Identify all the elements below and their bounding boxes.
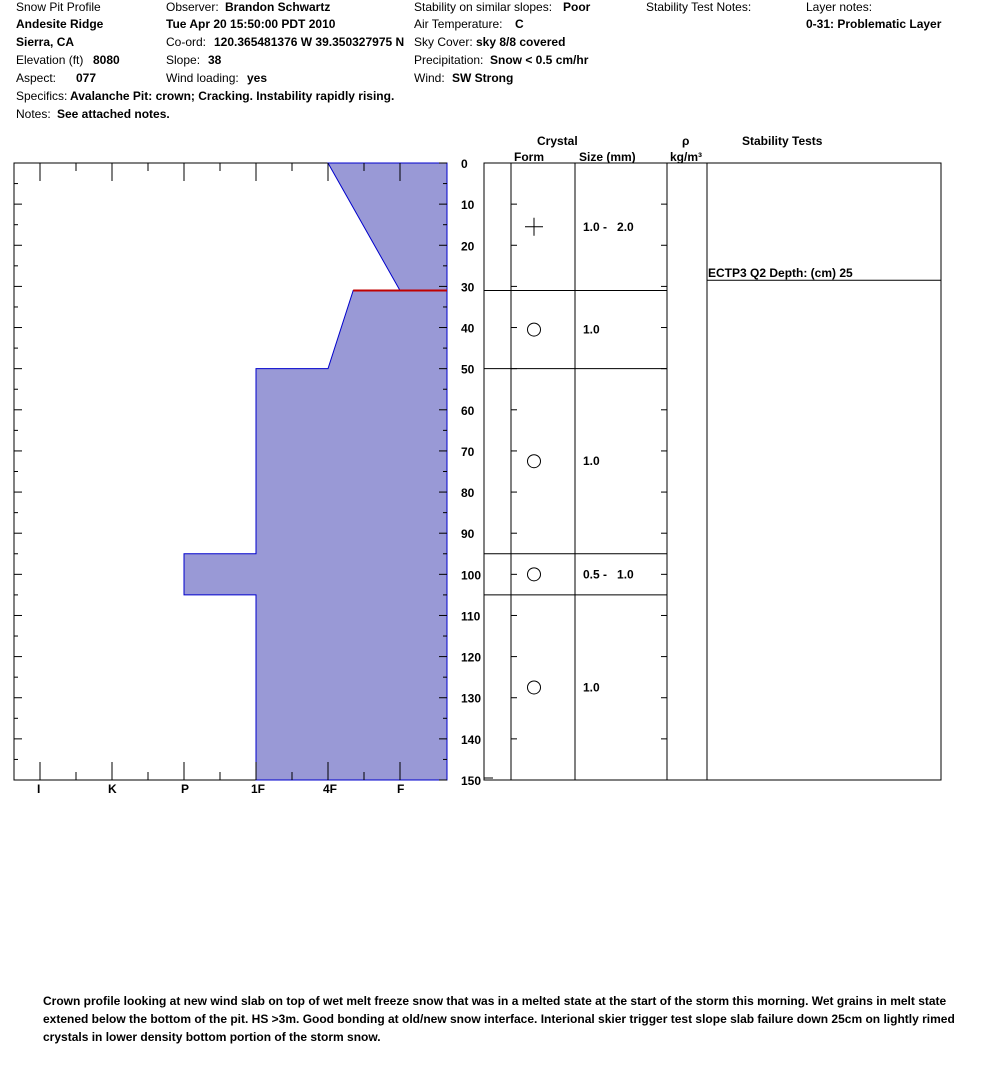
depth-tick-label: 120 xyxy=(461,650,482,665)
crystal-size-label: 1.0 xyxy=(583,680,600,695)
page-title: Snow Pit Profile xyxy=(16,0,101,14)
layer-notes-label: Layer notes: xyxy=(806,0,873,14)
notes-value: See attached notes. xyxy=(57,107,170,121)
coord-value: 120.365481376 W 39.350327975 N xyxy=(214,35,405,49)
slope-label: Slope: xyxy=(166,53,201,67)
precip-label: Precipitation: xyxy=(414,53,484,67)
depth-tick-label: 130 xyxy=(461,691,482,706)
crystal-size-label: 0.5 - 1.0 xyxy=(583,567,634,582)
hardness-tick-label: F xyxy=(397,782,405,796)
footer-notes xyxy=(43,992,963,1046)
precip-value: Snow < 0.5 cm/hr xyxy=(490,53,589,67)
rho-header: ρ xyxy=(682,134,690,148)
hardness-tick-label: I xyxy=(37,782,41,796)
sky-label: Sky Cover: xyxy=(414,35,473,49)
depth-tick-label: 60 xyxy=(461,403,475,418)
wind-loading-label: Wind loading: xyxy=(166,71,239,85)
density-unit-header: kg/m³ xyxy=(670,150,703,164)
elevation-value: 8080 xyxy=(93,53,120,67)
hardness-tick-label: 4F xyxy=(323,782,338,796)
observation-datetime: Tue Apr 20 15:50:00 PDT 2010 xyxy=(166,17,336,31)
crystal-form-plus xyxy=(525,218,543,236)
air-temp-label: Air Temperature: xyxy=(414,17,503,31)
crystal-size-label: 1.0 xyxy=(583,454,600,469)
crystal-header: Crystal xyxy=(537,134,578,148)
crystal-size-label: 1.0 - 2.0 xyxy=(583,219,634,234)
coord-label: Co-ord: xyxy=(166,35,207,49)
slope-value: 38 xyxy=(208,53,222,67)
elevation-label: Elevation (ft) xyxy=(16,53,84,67)
observer-label: Observer: xyxy=(166,0,219,14)
wind-label: Wind: xyxy=(414,71,445,85)
location-name: Andesite Ridge xyxy=(16,17,104,31)
size-header: Size (mm) xyxy=(579,150,636,164)
form-header: Form xyxy=(514,150,544,164)
specifics-label: Specifics: xyxy=(16,89,68,103)
wind-value: SW Strong xyxy=(452,71,514,85)
hardness-tick-label: P xyxy=(181,782,190,796)
specifics-value: Avalanche Pit: crown; Cracking. Instability rapidly rising. xyxy=(70,89,395,103)
stability-label: Stability on similar slopes: xyxy=(414,0,553,14)
depth-tick-label: 70 xyxy=(461,444,475,459)
crystal-form-circle xyxy=(528,568,541,581)
depth-tick-label: 110 xyxy=(461,609,481,624)
stability-value: Poor xyxy=(563,0,591,14)
footer-line-1: Crown profile looking at new wind slab on top of wet melt freeze snow that was in a melted state at the start of the storm this morning. Wet grains in melt state xyxy=(43,994,947,1008)
depth-tick-label: 80 xyxy=(461,486,475,501)
region-name: Sierra, CA xyxy=(16,35,75,49)
hardness-tick-label: K xyxy=(108,782,117,796)
depth-tick-label: 50 xyxy=(461,362,475,377)
hardness-tick-label: 1F xyxy=(251,782,266,796)
depth-tick-label: 20 xyxy=(461,239,475,254)
wind-loading-value: yes xyxy=(247,71,268,85)
air-temp-value: C xyxy=(515,17,524,31)
depth-tick-label: 10 xyxy=(461,198,475,213)
depth-tick-label: 0 xyxy=(461,157,468,171)
crystal-size-label: 1.0 xyxy=(583,322,600,337)
notes-label: Notes: xyxy=(16,107,51,121)
depth-tick-label: 150 xyxy=(461,774,482,788)
aspect-label: Aspect: xyxy=(16,71,57,85)
stability-tests-header: Stability Tests xyxy=(742,134,823,148)
crystal-form-circle xyxy=(528,323,541,336)
depth-tick-label: 100 xyxy=(461,568,482,583)
sky-value: sky 8/8 covered xyxy=(476,35,566,49)
aspect-value: 077 xyxy=(76,71,97,85)
layer-notes-value: 0-31: Problematic Layer xyxy=(806,17,942,31)
footer-line-2: extened below the bottom of the pit. HS >3m. Good bonding at old/new snow interface. Interional skier trigger test slope slab failure down 25cm on lightly rimed xyxy=(43,1012,955,1026)
test-notes-label: Stability Test Notes: xyxy=(646,0,752,14)
observer-value: Brandon Schwartz xyxy=(225,0,331,14)
depth-tick-label: 40 xyxy=(461,321,475,336)
stability-test-label: ECTP3 Q2 Depth: (cm) 25 xyxy=(708,266,853,281)
hardness-profile xyxy=(184,163,447,780)
depth-tick-label: 140 xyxy=(461,732,482,747)
crystal-form-circle xyxy=(528,681,541,694)
depth-tick-label: 90 xyxy=(461,527,475,542)
table-frame xyxy=(484,163,941,780)
footer-line-3: crystals in lower density bottom portion of the storm snow. xyxy=(43,1030,381,1044)
depth-tick-label: 30 xyxy=(461,280,475,295)
crystal-form-circle xyxy=(528,455,541,468)
